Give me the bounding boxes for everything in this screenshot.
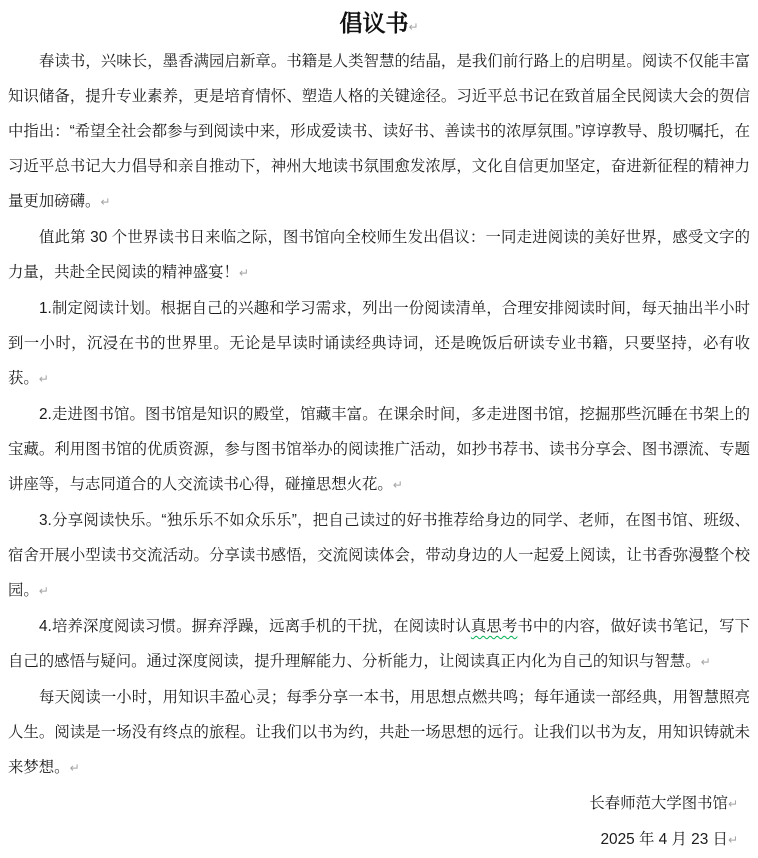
grammar-check-underline: 真思考 — [470, 618, 518, 635]
paragraph-mark: ↵ — [727, 833, 738, 847]
paragraph-mark: ↵ — [408, 20, 419, 34]
paragraph-intro[interactable] — [8, 44, 750, 220]
paragraph-text: 书中的内容，做好读书笔记，写下自己的感悟与疑问。通过深度阅读，提升理解能力、分析能力，让阅读真正内化为自己的知识与智慧。 — [8, 618, 750, 670]
document-title[interactable] — [0, 0, 758, 42]
paragraph-text: 2.走进图书馆。图书馆是知识的殿堂，馆藏丰富。在课余时间，多走进图书馆，挖掘那些沉睡在书架上的宝藏。利用图书馆的优质资源，参与图书馆举办的阅读推广活动，如抄书荐书、读书分享会、图书漂流、专题讲座等，与志同道合的人交流读书心得，碰撞思想火花。 — [8, 406, 750, 493]
paragraph-text: 春读书，兴味长，墨香满园启新章。书籍是人类智慧的结晶，是我们前行路上的启明星。阅读不仅能丰富知识储备，提升专业素养，更是培育情怀、塑造人格的关键途径。习近平总书记在致首届全民阅读大会的贺信中指出：“希望全社会都参与到阅读中来，形成爱读书、读好书、善读书的浓厚氛围。”谆谆教导、殷切嘱托，在习近平总书记大力倡导和亲自推动下，神州大地读书氛围愈发浓厚，文化自信更加坚定，奋进新征程的精神力量更加磅礴。 — [8, 53, 750, 210]
paragraph-mark: ↵ — [700, 655, 711, 669]
paragraph-closing[interactable] — [8, 680, 750, 786]
title-text: 倡议书 — [339, 10, 409, 36]
paragraph-text: 3.分享阅读快乐。“独乐乐不如众乐乐”，把自己读过的好书推荐给身边的同学、老师，在图书馆、班级、宿舍开展小型读书交流活动。分享读书感悟，交流阅读体会，带动身边的人一起爱上阅读，让书香弥漫整个校园。 — [8, 512, 750, 599]
paragraph-text: 1.制定阅读计划。根据自己的兴趣和学习需求，列出一份阅读清单，合理安排阅读时间，每天抽出半小时到一小时，沉浸在书的世界里。无论是早读时诵读经典诗词，还是晚饭后研读专业书籍，只要坚持，必有收获。 — [8, 300, 750, 387]
paragraph-text: 4.培养深度阅读习惯。摒弃浮躁，远离手机的干扰，在阅读时认 — [39, 618, 471, 635]
paragraph-item-4[interactable] — [8, 609, 750, 680]
paragraph-mark: ↵ — [38, 584, 49, 598]
date-line[interactable] — [8, 822, 750, 858]
paragraph-text: 每天阅读一小时，用知识丰盈心灵；每季分享一本书，用思想点燃共鸣；每年通读一部经典，用智慧照亮人生。阅读是一场没有终点的旅程。让我们以书为约，共赴一场思想的远行。让我们以书为友，用知识铸就未来梦想。 — [8, 689, 750, 776]
paragraph-mark: ↵ — [238, 266, 249, 280]
paragraph-item-2[interactable] — [8, 397, 750, 503]
paragraph-item-3[interactable] — [8, 503, 750, 609]
signature-line[interactable] — [8, 786, 750, 822]
paragraph-mark: ↵ — [100, 195, 111, 209]
paragraph-occasion[interactable] — [8, 220, 750, 291]
date-text: 2025 年 4 月 23 日 — [600, 831, 728, 848]
paragraph-text: 值此第 30 个世界读书日来临之际，图书馆向全校师生发出倡议：一同走进阅读的美好世界，感受文字的力量，共赴全民阅读的精神盛宴！ — [8, 229, 750, 281]
paragraph-mark: ↵ — [727, 797, 738, 811]
paragraph-mark: ↵ — [69, 761, 80, 775]
signature-text: 长春师范大学图书馆 — [589, 795, 728, 812]
document-body — [8, 44, 750, 858]
paragraph-mark: ↵ — [38, 372, 49, 386]
paragraph-mark: ↵ — [392, 478, 403, 492]
paragraph-item-1[interactable] — [8, 291, 750, 397]
